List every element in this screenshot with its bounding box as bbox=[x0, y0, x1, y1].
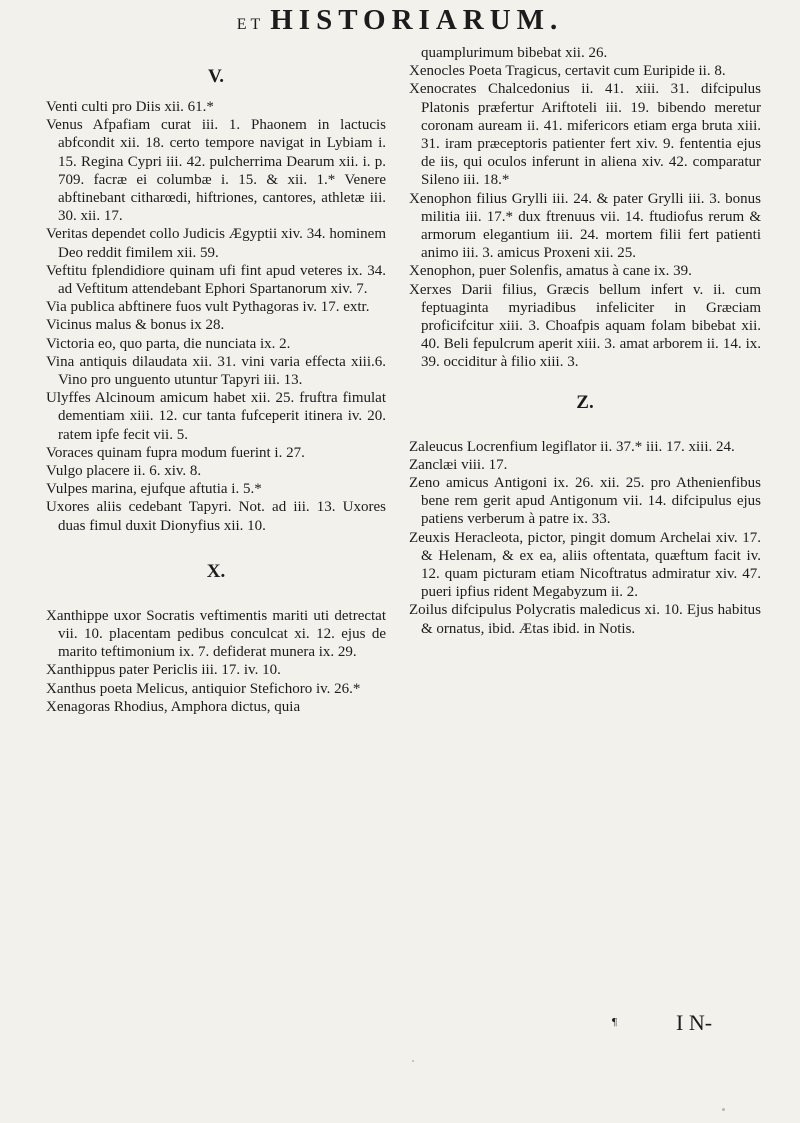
index-entry: Zeuxis Heracleota, pictor, pingit domum Archelai xiv. 17. & Helenam, & ex ea, aliis oftentata, quæftum facit iv. 12. quam picturam etiam Nicoftratus admiratur xiv. 47. pueri ipfius rident Megabyzum ii. 2. bbox=[409, 529, 761, 601]
index-entry: Zoilus difcipulus Polycratis maledicus xi. 10. Ejus habitus & ornatus, ibid. Ætas ibid. in Notis. bbox=[409, 602, 761, 637]
right-column bbox=[409, 44, 761, 638]
index-entry: Venti culti pro Diis xii. 61.* bbox=[46, 99, 214, 115]
section-heading-z: Z. bbox=[576, 391, 594, 413]
index-entry: Venus Afpafiam curat iii. 1. Phaonem in lactucis abfcondit xii. 18. certo tempore navigat in Lybiam i. 15. Regina Cypri iii. 42. pulcherrima Dearum xii. i. p. 709. facræ ei columbæ i. 15. & xii. 1.* Venere abftinebant citharœdi, hiftriones, cantores, athletæ iii. 30. xii. 17. bbox=[46, 117, 386, 225]
index-entry: Xenophon filius Grylli iii. 24. & pater Grylli iii. 3. bonus militia iii. 17.* dux ftrenuus vii. 14. ftudiofus rerum & armorum elegantium iii. 24. mortem filii fert patienti animo iii. 3. amicus Proxeni xii. 25. bbox=[409, 190, 761, 262]
left-column bbox=[46, 44, 386, 716]
paper-speck bbox=[412, 1060, 414, 1062]
index-entry: Veftitu fplendidiore quinam ufi fint apud veteres ix. 34. ad Veftitum attendebant Ephori Spartanorum xiv. 7. bbox=[46, 262, 386, 298]
index-entry: Zaleucus Locrenfium legiflator ii. 37.* iii. 17. xiii. 24. bbox=[409, 438, 735, 455]
index-entry: quamplurimum bibebat xii. 26. bbox=[421, 45, 608, 61]
running-head bbox=[0, 4, 800, 37]
index-entry: Xenagoras Rhodius, Amphora dictus, quia bbox=[46, 698, 301, 715]
index-entry: Vulpes marina, ejufque aftutia i. 5.* bbox=[46, 481, 262, 498]
index-entry: Vina antiquis dilaudata xii. 31. vini varia effecta xiii.6. Vino pro unguento utuntur Tapyri iii. 13. bbox=[46, 353, 386, 389]
running-head-et: ET bbox=[236, 16, 265, 33]
running-head-title: HISTORIARUM. bbox=[270, 4, 564, 36]
index-entry: Xenocrates Chalcedonius ii. 41. xiii. 31. difcipulus Platonis præfertur Ariftoteli iii. 19. bibendo meretur coronam auream ii. 41. mifericors etiam erga bruta xiii. 31. iram præceptoris patienter fert xiv. 9. fententia ejus de iis, qui oculos inferunt in aliena xiv. 42. comparatur Sileno iii. 18.* bbox=[409, 81, 761, 189]
index-entry: Zanclæi viii. 17. bbox=[409, 456, 508, 473]
catchword: I N- bbox=[676, 1010, 713, 1035]
index-entry: Via publica abftinere fuos vult Pythagoras iv. 17. extr. bbox=[46, 299, 370, 316]
index-entry: Vulgo placere ii. 6. xiv. 8. bbox=[46, 463, 202, 480]
section-heading-x: X. bbox=[206, 560, 226, 582]
index-entry: Xenophon, puer Solenfis, amatus à cane ix. 39. bbox=[409, 263, 692, 280]
index-entry: Veritas dependet collo Judicis Ægyptii xiv. 34. hominem Deo reddit fimilem xii. 59. bbox=[46, 226, 386, 261]
index-entry: Xanthus poeta Melicus, antiquior Stefichoro iv. 26.* bbox=[46, 680, 361, 697]
index-entry: Xanthippe uxor Socratis veftimentis mariti uti detrectat vii. 10. placentam pedibus conculcat xi. 12. ejus de marito teftimonium ix. 7. defiderat munera ix. 29. bbox=[46, 607, 386, 661]
paper-speck bbox=[722, 1108, 725, 1111]
index-entry: Zeno amicus Antigoni ix. 26. xii. 25. pro Athenienfibus bene rem gerit apud Antigonum vii. 14. difcipulus ejus patiens verberum à patre ix. 33. bbox=[409, 475, 761, 528]
index-entry: Xanthippus pater Periclis iii. 17. iv. 10. bbox=[46, 662, 281, 679]
signature-mark: ¶ bbox=[612, 1016, 617, 1028]
index-entry: Vicinus malus & bonus ix 28. bbox=[46, 317, 225, 334]
index-entry: Victoria eo, quo parta, die nunciata ix. 2. bbox=[46, 335, 291, 352]
index-entry: Uxores aliis cedebant Tapyri. Not. ad iii. 13. Uxores duas fimul duxit Dionyfius xii. 10. bbox=[46, 499, 386, 534]
section-heading-v: V. bbox=[207, 66, 225, 87]
index-entry: Voraces quinam fupra modum fuerint i. 27. bbox=[46, 444, 305, 461]
index-entry: Ulyffes Alcinoum amicum habet xii. 25. fruftra fimulat dementiam xiii. 12. cur tanta fufceperit itinera iv. 20. ratem ipfe fecit vii. 5. bbox=[46, 390, 386, 443]
index-entry: Xenocles Poeta Tragicus, certavit cum Euripide ii. 8. bbox=[409, 63, 726, 80]
index-entry: Xerxes Darii filius, Græcis bellum infert v. ii. cum feptuaginta myriadibus infeliciter in Græciam proficifcitur xiii. 3. Choafpis aquam folam bibebat xii. 40. Beli fepulcrum aperit xiii. 3. amat arborem ii. 14. ix. 39. occiditur à filio xiii. 3. bbox=[409, 281, 761, 371]
